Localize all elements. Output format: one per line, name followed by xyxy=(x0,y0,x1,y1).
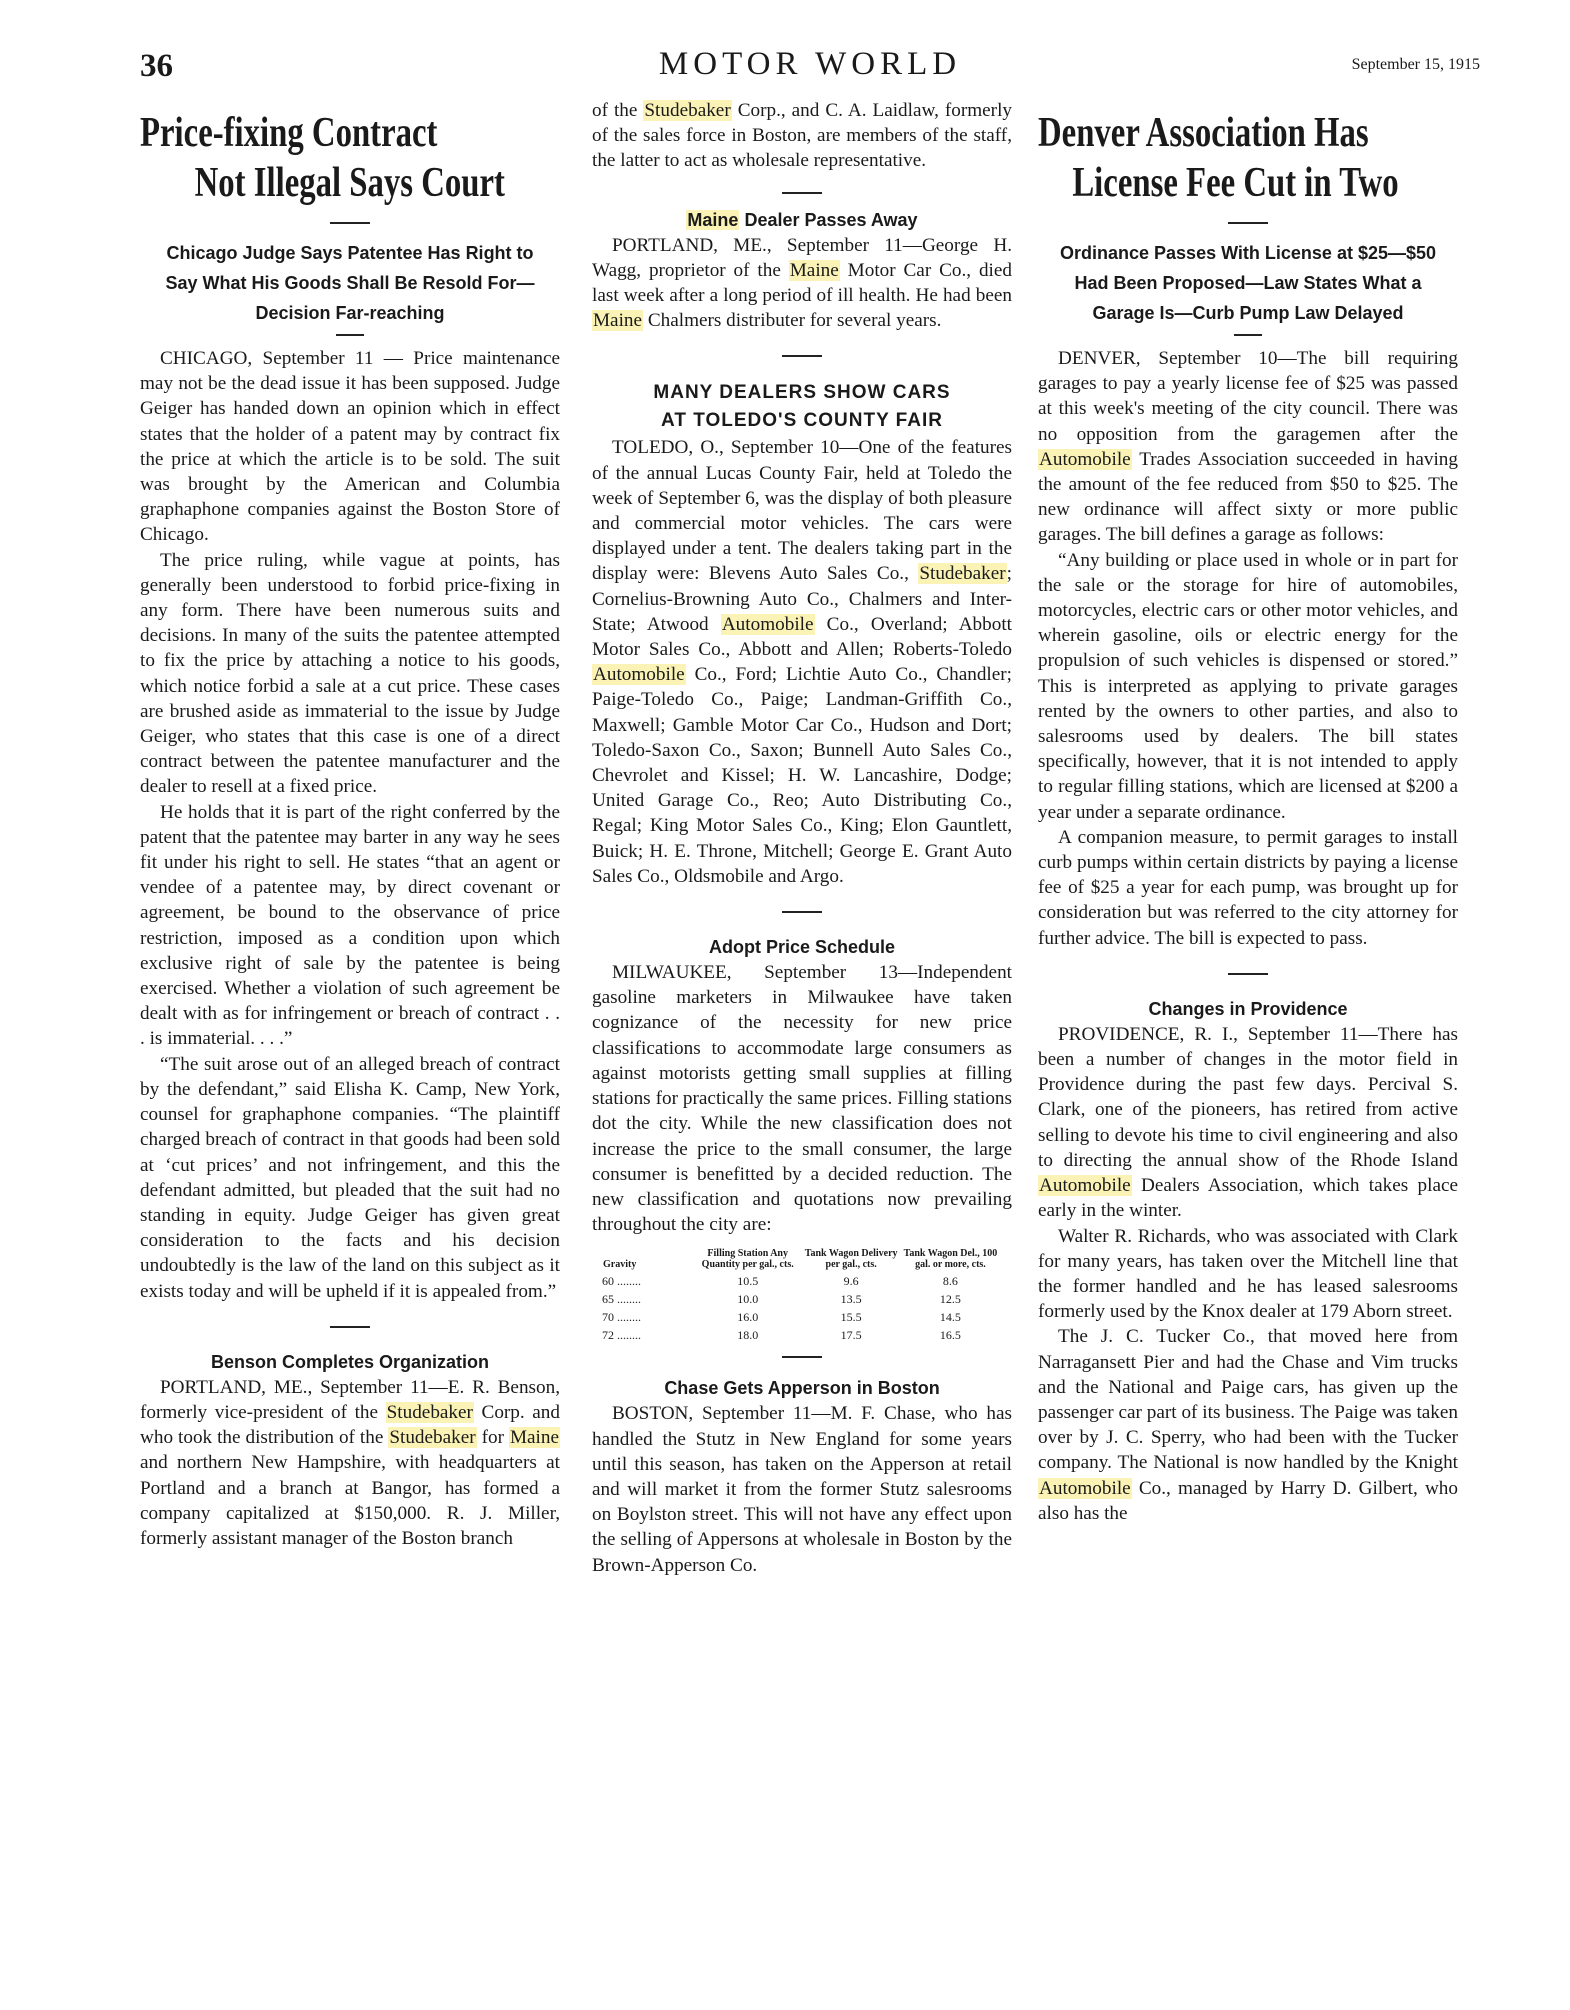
divider xyxy=(1228,973,1268,975)
highlight-term: Automobile xyxy=(1039,448,1131,470)
table-cell: 16.5 xyxy=(939,1328,961,1343)
subheadline-chase-apperson: Chase Gets Apperson in Boston xyxy=(664,1378,940,1399)
table-cell: 70 ........ xyxy=(602,1310,641,1325)
headline-line-2: AT TOLEDO'S COUNTY FAIR xyxy=(661,410,943,432)
table-cell: 17.5 xyxy=(840,1328,862,1343)
paragraph: BOSTON, September 11—M. F. Chase, who has handled the Stutz in New England for some years until this season, has taken on the Apperson at retail and will market it from the former Stutz salesrooms on Boylston street. This will not have any effect upon the selling of Appersons at wholesale in Boston by the Brown-Apperson Co. xyxy=(592,1403,1012,1576)
highlight-term: Maine xyxy=(509,1427,559,1449)
highlight-term: Studebaker xyxy=(389,1427,476,1449)
divider xyxy=(1234,334,1262,336)
table-cell: 10.5 xyxy=(737,1274,759,1289)
table-row xyxy=(602,1326,1002,1344)
table-header: Tank Wagon Delivery per gal., cts. xyxy=(804,1248,898,1271)
column-left xyxy=(140,98,560,1551)
paragraph: TOLEDO, O., September 10—One of the features of the annual Lucas County Fair, held at Toledo the week of September 6, was the display of both pleasure and commercial motor vehicles. The cars were displayed under a tent. The dealers taking part in the display were: Blevens Auto Sales Co., Studebaker; Cornelius-Browning Auto Co., Chalmers and Inter-State; Atwood Automobile Co., Overland; Abbott Motor Sales Co., Abbott and Allen; Roberts-Toledo Automobile Co., Ford; Lichtie Auto Co., Chandler; Paige-Toledo Co., Paige; Landman-Griffith Co., Maxwell; Gamble Motor Car Co., Hudson and Dort; Toledo-Saxon Co., Saxon; Bunnell Auto Sales Co., Chevrolet and Kissel; H. W. Lancashire, Dodge; United Garage Co., Reo; Auto Distributing Co., Regal; King Motor Sales Co., King; Elon Gauntlett, Buick; H. E. Throne, Mitchell; George E. Grant Auto Sales Co., Oldsmobile and Argo. xyxy=(592,437,1012,887)
subheadline-benson: Benson Completes Organization xyxy=(210,1351,490,1372)
subheadline-maine-dealer: Maine Dealer Passes Away xyxy=(687,209,918,230)
paragraph: “The suit arose out of an alleged breach of contract by the defendant,” said Elisha K. Camp, New York, counsel for graphaphone companies. “The plaintiff charged breach of contract in that goods had been sold at ‘cut prices’ and not infringement, and this the defendant admitted, but pleaded that the suit had no standing in equity. Judge Geiger has given great consideration to the facts and his decision undoubtedly is the law of the land on this subject as it exists today and will be upheld if it is appealed from.” xyxy=(140,1053,560,1302)
column-middle xyxy=(592,98,1012,1578)
table-cell: 9.6 xyxy=(843,1274,859,1289)
divider xyxy=(1228,222,1268,224)
table-cell: 65 ........ xyxy=(602,1292,641,1307)
paragraph: CHICAGO, September 11 — Price maintenance may not be the dead issue it has been supposed. Judge Geiger has handed down an opinion which in effect states that the holder of a patent may by contract fix the price at which the article is to be sold. The suit was brought by the American and Columbia graphaphone companies against the Boston Store of Chicago. xyxy=(140,348,560,546)
paragraph: A companion measure, to permit garages to install curb pumps within certain districts by paying a license fee of $25 a year for each pump, was brought up for consideration but was referred to the city attorney for further advice. The bill is expected to pass. xyxy=(1038,826,1458,949)
highlight-term: Automobile xyxy=(1039,1477,1131,1499)
subheadline-providence: Changes in Providence xyxy=(1148,998,1348,1019)
divider xyxy=(782,355,822,357)
issue-date: September 15, 1915 xyxy=(1351,56,1480,73)
page-number: 36 xyxy=(140,48,173,84)
highlight-term: Studebaker xyxy=(644,100,731,121)
table-row xyxy=(602,1272,1002,1290)
paragraph: of the Studebaker Corp., and C. A. Laidlaw, formerly of the sales force in Boston, are members of the staff, the latter to act as wholesale representative. xyxy=(592,100,1012,172)
highlight-term: Automobile xyxy=(721,613,814,635)
table-cell: 16.0 xyxy=(737,1310,759,1325)
table-cell: 15.5 xyxy=(840,1310,862,1325)
table-row xyxy=(602,1308,1002,1326)
headline-line-2: License Fee Cut in Two xyxy=(1072,160,1399,206)
highlight-term: Studebaker xyxy=(919,563,1006,585)
table-cell: 72 ........ xyxy=(602,1328,641,1343)
table-cell: 12.5 xyxy=(939,1292,961,1307)
table-header: Filling Station Any Quantity per gal., cts. xyxy=(701,1248,794,1271)
table-cell: 18.0 xyxy=(737,1328,759,1343)
headline-price-fixing xyxy=(140,108,559,208)
page-header xyxy=(140,48,1480,88)
headline-line-1: Denver Association Has xyxy=(1038,110,1369,156)
paragraph: PROVIDENCE, R. I., September 11—There has been a number of changes in the motor field in Providence during the past few days. Percival S. Clark, one of the pioneers, has retired from active selling to devote his time to civil engineering and also to directing the annual show of the Rhode Island Automobile Dealers Association, which takes place early in the winter. xyxy=(1038,1023,1458,1222)
highlight-term: Maine xyxy=(687,209,739,230)
paragraph: MILWAUKEE, September 13—Independent gasoline marketers in Milwaukee have taken cognizance of the necessity for new price classifications to accommodate large consumers as against motorists getting small supplies at filling stations for practically the same prices. Filling stations dot the city. While the new classification does not increase the price to the small consumer, the large consumer is benefitted by a decided reduction. The new classification and quotations now prevailing throughout the city are: xyxy=(592,962,1012,1236)
table-row xyxy=(602,1290,1002,1308)
highlight-term: Maine xyxy=(789,259,839,281)
divider xyxy=(336,334,364,336)
divider xyxy=(782,1356,822,1358)
column-right xyxy=(1038,98,1458,1526)
table-header: Tank Wagon Del., 100 gal. or more, cts. xyxy=(903,1248,998,1271)
price-table xyxy=(602,1247,1002,1344)
headline-line-2: Not Illegal Says Court xyxy=(194,160,505,206)
table-cell: 60 ........ xyxy=(602,1274,641,1289)
paragraph: DENVER, September 10—The bill requiring garages to pay a yearly license fee of $25 was passed at this week's meeting of the city council. There was no opposition from the garagemen after the Automobile Trades Association succeeded in having the amount of the fee reduced from $50 to $25. The new ordinance will affect sixty or more public garages. The bill defines a garage as follows: xyxy=(1038,348,1458,546)
divider xyxy=(330,1326,370,1328)
headline-denver xyxy=(1038,108,1457,208)
divider xyxy=(782,911,822,913)
paragraph: He holds that it is part of the right conferred by the patent that the patentee may barter in any way he sees fit under his right to sell. He states “that an agent or vendee of a patentee may, by direct covenant or agreement, be bound to the observance of price restriction, imposed as a condition upon which exclusive right of sale by the patentee is being exercised. Whether a violation of such agreement be dealt with as for infringement or breach of contract . . . is immaterial. . . .” xyxy=(140,801,560,1050)
highlight-term: Studebaker xyxy=(386,1401,473,1423)
deck-denver: Ordinance Passes With License at $25—$50 Had Been Proposed—Law States What a Garage Is—Curb Pump Law Delayed xyxy=(1060,243,1437,323)
headline-line-1: Price-fixing Contract xyxy=(140,110,438,156)
paragraph: PORTLAND, ME., September 11—George H. Wagg, proprietor of the Maine Motor Car Co., died last week after a long period of ill health. He had been Maine Chalmers distributer for several years. xyxy=(592,234,1012,332)
highlight-term: Maine xyxy=(593,310,643,332)
highlight-term: Automobile xyxy=(593,664,685,686)
table-cell: 14.5 xyxy=(939,1310,961,1325)
paragraph: Walter R. Richards, who was associated with Clark for many years, has taken over the Mitchell line that the former handled and he has leased salesrooms formerly used by the Knox dealer at 179 Aborn street. xyxy=(1038,1225,1458,1323)
headline-line-1: MANY DEALERS SHOW CARS xyxy=(653,382,951,404)
paragraph: PORTLAND, ME., September 11—E. R. Benson, formerly vice-president of the Studebaker Corp. and who took the distribution of the Studebaker for Maine and northern New Hampshire, with headquarters at Portland and a branch at Bangor, has formed a company capitalized at $150,000. R. J. Miller, formerly assistant manager of the Boston branch xyxy=(140,1376,560,1549)
table-cell: 13.5 xyxy=(840,1292,862,1307)
divider xyxy=(330,222,370,224)
highlight-term: Automobile xyxy=(1039,1175,1131,1197)
headline-toledo-fair xyxy=(592,379,1012,435)
divider xyxy=(782,192,822,194)
paragraph: The J. C. Tucker Co., that moved here from Narragansett Pier and had the Chase and Vim trucks and the National and Paige cars, has given up the passenger car part of its business. The Paige was taken over by J. C. Sperry, who had been with the Tucker company. The National is now handled by the Knight Automobile Co., managed by Harry D. Gilbert, who also has the xyxy=(1038,1326,1458,1524)
deck-price-fixing: Chicago Judge Says Patentee Has Right to Say What His Goods Shall Be Resold For—Decision Far-reaching xyxy=(165,243,535,323)
table-cell: 8.6 xyxy=(942,1274,958,1289)
table-header-row xyxy=(602,1247,1002,1272)
paragraph: The price ruling, while vague at points, has generally been understood to forbid price-fixing in any form. There have been numerous suits and decisions. In many of the suits the patentee attempted to fix the price by attaching a notice to his goods, which notice forbid a sale at a cut price. These cases are brushed aside as immaterial to the issue by Judge Geiger, who states that this case is one of a direct contract between the patentee manufacturer and the dealer to resell at a fixed price. xyxy=(140,549,560,798)
paragraph: “Any building or place used in whole or in part for the sale or the storage for hire of automobiles, motorcycles, electric cars or other motor vehicles, and wherein gasoline, oils or electric energy for the propulsion of such vehicles is dispensed or stored.” This is interpreted as applying to private garages rented by the owners to other parties, and also to salesrooms used by dealers. The bill states specifically, however, that it is not intended to apply to regular filling stations, which are licensed at $200 a year under a separate ordinance. xyxy=(1038,549,1458,823)
table-header: Gravity xyxy=(603,1259,637,1271)
table-cell: 10.0 xyxy=(737,1292,759,1307)
subheadline-price-schedule: Adopt Price Schedule xyxy=(708,937,896,958)
masthead: MOTOR WORLD xyxy=(658,46,962,82)
